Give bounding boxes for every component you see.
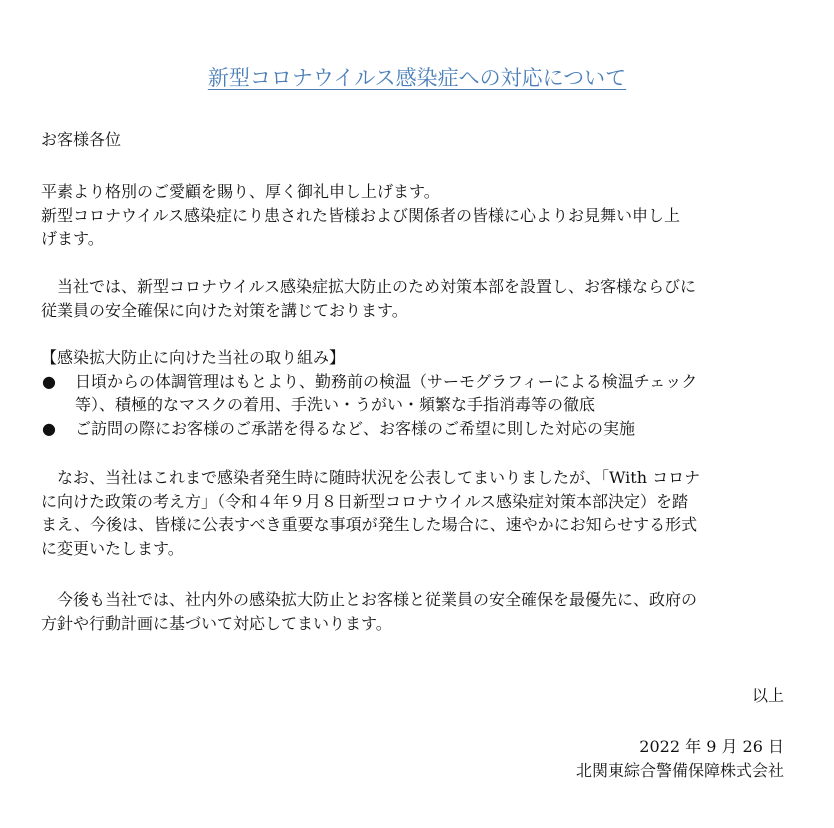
greeting-line: 新型コロナウイルス感染症にり患された皆様および関係者の皆様に心よりお見舞い申し上 xyxy=(41,205,681,225)
paragraph-disclosure-policy xyxy=(41,466,801,560)
greeting-paragraph xyxy=(41,180,801,251)
paragraph-future-commitment xyxy=(41,588,801,635)
paragraph-countermeasures-intro xyxy=(41,275,801,322)
list-item-text: ご訪問の際にお客様のご承諾を得るなど、お客様のご希望に則した対応の実施 xyxy=(75,418,636,438)
bullet-icon: ● xyxy=(42,418,56,438)
salutation xyxy=(41,128,801,152)
salutation-text: お客様各位 xyxy=(41,130,122,149)
document-date: 2022 年 9 月 26 日 xyxy=(639,737,784,756)
list-item-continuation: 等）、積極的なマスクの着用、手洗い・うがい・頻繁な手指消毒等の徹底 xyxy=(75,395,596,414)
paragraph-line: に変更いたします。 xyxy=(41,538,184,558)
list-item-text: 日頃からの体調管理はもとより、勤務前の検温（サーモグラフィーによる検温チェック xyxy=(75,371,698,391)
page-title: 新型コロナウイルス感染症への対応について xyxy=(207,66,627,90)
paragraph-line: まえ、今後は、皆様に公表すべき重要な事項が発生した場合に、速やかにお知らせする形式 xyxy=(41,515,698,534)
paragraph-line: なお、当社はこれまで感染者発生時に随時状況を公表してまいりましたが、「With コロナ xyxy=(41,468,701,487)
bullet-icon: ● xyxy=(42,371,56,391)
list-item xyxy=(41,417,801,441)
greeting-line: 平素より格別のご愛顧を賜り、厚く御礼申し上げます。 xyxy=(41,182,440,201)
paragraph-line: 従業員の安全確保に向けた対策を講じております。 xyxy=(41,300,408,320)
paragraph-line: に向けた政策の考え方」（令和４年９月８日新型コロナウイルス感染症対策本部決定）を踏 xyxy=(41,491,689,511)
list-item xyxy=(41,370,801,394)
measures-section xyxy=(41,346,801,440)
measures-heading: 【感染拡大防止に向けた当社の取り組み】 xyxy=(41,348,346,367)
paragraph-line: 方針や行動計画に基づいて対応してまいります。 xyxy=(41,613,392,633)
greeting-line: げます。 xyxy=(41,229,104,248)
company-name: 北関東綜合警備保障株式会社 xyxy=(575,761,784,780)
paragraph-line: 今後も当社では、社内外の感染拡大防止とお客様と従業員の安全確保を最優先に、政府の xyxy=(41,590,698,609)
paragraph-line: 当社では、新型コロナウイルス感染症拡大防止のため対策本部を設置し、お客様ならびに xyxy=(41,277,697,296)
closing-remark: 以上 xyxy=(751,686,784,705)
